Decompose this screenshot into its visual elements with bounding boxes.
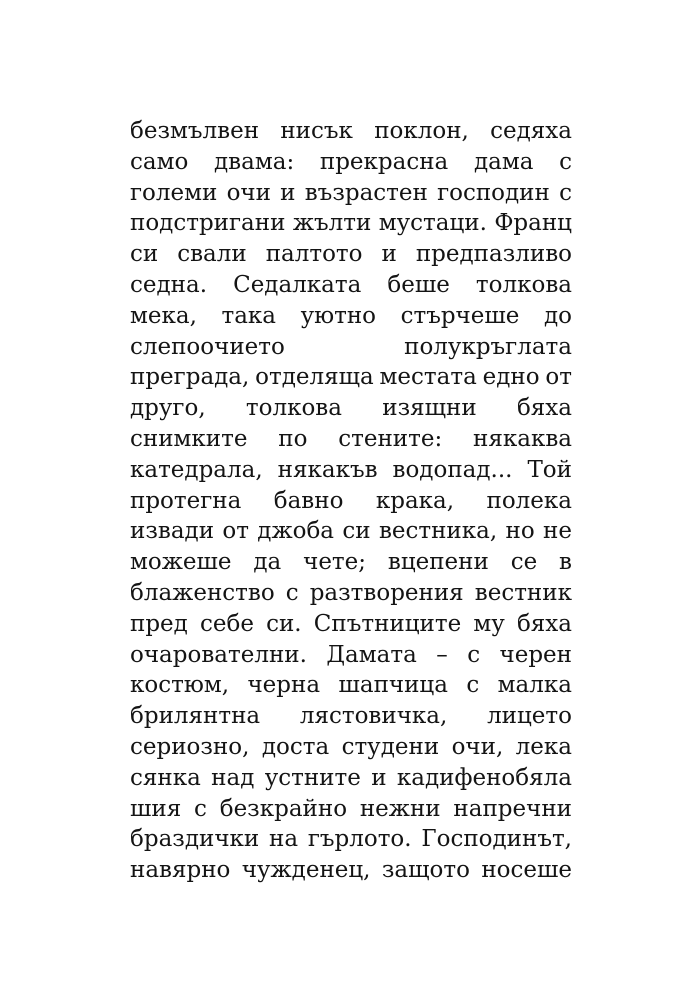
word: шия: [130, 795, 182, 822]
word: някаква: [473, 425, 572, 452]
text-line: [130, 455, 572, 486]
word: се: [510, 549, 538, 576]
word: мустаци.: [378, 210, 487, 237]
text-line: [130, 547, 572, 578]
word: над: [211, 764, 255, 791]
word: можеше: [130, 549, 232, 576]
text-line: [130, 732, 572, 763]
word: джоба: [257, 518, 335, 545]
text-line: [130, 270, 572, 301]
word: си.: [266, 610, 302, 637]
word: от: [222, 518, 249, 545]
word: блаженство: [130, 579, 275, 606]
word: до: [543, 302, 572, 329]
word: катедрала,: [130, 456, 263, 483]
word: очарователни.: [130, 641, 307, 668]
word: възрастен: [304, 179, 428, 206]
word: –: [436, 641, 448, 668]
word: вестника,: [378, 518, 498, 545]
word: Седалката: [233, 271, 362, 298]
text-line: [130, 239, 572, 270]
word: толкова: [245, 395, 342, 422]
word: и: [280, 179, 296, 206]
word: разтворения: [309, 579, 464, 606]
word: слепоочието: [130, 333, 285, 360]
word: местата: [379, 364, 477, 391]
word: сериозно,: [130, 733, 250, 760]
word: кадифенобяла: [396, 764, 572, 791]
text-line: [130, 701, 572, 732]
text-line: [130, 424, 572, 455]
word: но: [505, 518, 535, 545]
word: безкрайно: [219, 795, 348, 822]
word: вцепени: [387, 549, 489, 576]
word: сянка: [130, 764, 201, 791]
word: извади: [130, 518, 215, 545]
word: едно: [482, 364, 540, 391]
word: толкова: [475, 271, 572, 298]
text-line: [130, 670, 572, 701]
word: стените:: [338, 425, 443, 452]
word: очи,: [451, 733, 504, 760]
word: браздички: [130, 826, 260, 853]
text-line: [130, 208, 572, 239]
word: с: [285, 579, 299, 606]
word: господин: [437, 179, 550, 206]
word: палтото: [265, 241, 363, 268]
word: предпазливо: [415, 241, 572, 268]
word: вестник: [474, 579, 572, 606]
text-line: [130, 301, 572, 332]
word: безмълвен: [130, 118, 260, 144]
word: бавно: [273, 487, 344, 514]
word: нежни: [359, 795, 441, 822]
word: шапчица: [338, 672, 448, 699]
word: себе: [199, 610, 254, 637]
text-line: [130, 178, 572, 209]
word: чужденец,: [241, 857, 371, 884]
word: чете;: [303, 549, 367, 576]
word: пред: [130, 610, 188, 637]
word: водопад...: [392, 456, 513, 483]
word: големи: [130, 179, 218, 206]
word: с: [559, 148, 572, 175]
text-line: [130, 116, 572, 147]
word: доста: [261, 733, 330, 760]
word: с: [559, 179, 572, 206]
word: и: [371, 764, 387, 791]
word: по: [278, 425, 308, 452]
word: бяха: [516, 395, 572, 422]
word: от: [545, 364, 572, 391]
word: друго,: [130, 395, 206, 422]
word: гърлото.: [307, 826, 412, 853]
word: Дамата: [326, 641, 417, 668]
word: защото: [381, 857, 470, 884]
word: черна: [247, 672, 321, 699]
word: не: [543, 518, 572, 545]
text-line: [130, 794, 572, 825]
text-line: [130, 763, 572, 794]
text-line: [130, 147, 572, 178]
text-line: [130, 609, 572, 640]
word: преграда,: [130, 364, 250, 391]
word: свали: [177, 241, 247, 268]
text-line: [130, 486, 572, 517]
word: беше: [387, 271, 450, 298]
word: полека: [486, 487, 572, 514]
word: Господинът,: [421, 826, 572, 853]
word: си: [130, 241, 159, 268]
word: крака,: [375, 487, 455, 514]
word: седна.: [130, 271, 208, 298]
word: така: [221, 302, 276, 329]
word: устните: [264, 764, 361, 791]
word: да: [253, 549, 282, 576]
word: седяха: [490, 118, 572, 144]
word: носеше: [481, 857, 572, 884]
text-line: [130, 362, 572, 393]
body-text: [130, 116, 572, 886]
word: протегна: [130, 487, 242, 514]
word: Франц: [494, 210, 572, 237]
word: лястовичка,: [299, 703, 448, 730]
word: Спътниците: [313, 610, 462, 637]
text-line: [130, 855, 572, 886]
word: стърчеше: [400, 302, 520, 329]
word: очи: [226, 179, 271, 206]
word: изящни: [382, 395, 477, 422]
word: мека,: [130, 302, 197, 329]
word: костюм,: [130, 672, 230, 699]
word: брилянтна: [130, 703, 261, 730]
word: черен: [499, 641, 572, 668]
text-line: [130, 640, 572, 671]
word: лицето: [487, 703, 572, 730]
word: Той: [527, 456, 572, 483]
word: поклон,: [374, 118, 469, 144]
word: си: [342, 518, 371, 545]
text-line: [130, 824, 572, 855]
word: прекрасна: [319, 148, 449, 175]
word: с: [467, 641, 481, 668]
word: малка: [497, 672, 572, 699]
word: навярно: [130, 857, 231, 884]
word: нисък: [280, 118, 353, 144]
word: бяха: [516, 610, 572, 637]
word: лека: [515, 733, 572, 760]
word: жълти: [292, 210, 372, 237]
word: с: [194, 795, 207, 822]
word: отделяща: [255, 364, 374, 391]
word: полукръглата: [404, 333, 572, 360]
word: някакъв: [277, 456, 378, 483]
text-line: [130, 578, 572, 609]
word: дама: [473, 148, 534, 175]
word: му: [473, 610, 505, 637]
word: само: [130, 148, 189, 175]
text-line: [130, 332, 572, 363]
word: и: [381, 241, 397, 268]
word: на: [269, 826, 299, 853]
word: с: [466, 672, 480, 699]
text-line: [130, 393, 572, 424]
word: уютно: [300, 302, 377, 329]
word: напречни: [453, 795, 572, 822]
word: подстригани: [130, 210, 286, 237]
word: двама:: [214, 148, 295, 175]
word: в: [559, 549, 572, 576]
text-line: [130, 516, 572, 547]
word: снимките: [130, 425, 248, 452]
word: студени: [341, 733, 440, 760]
